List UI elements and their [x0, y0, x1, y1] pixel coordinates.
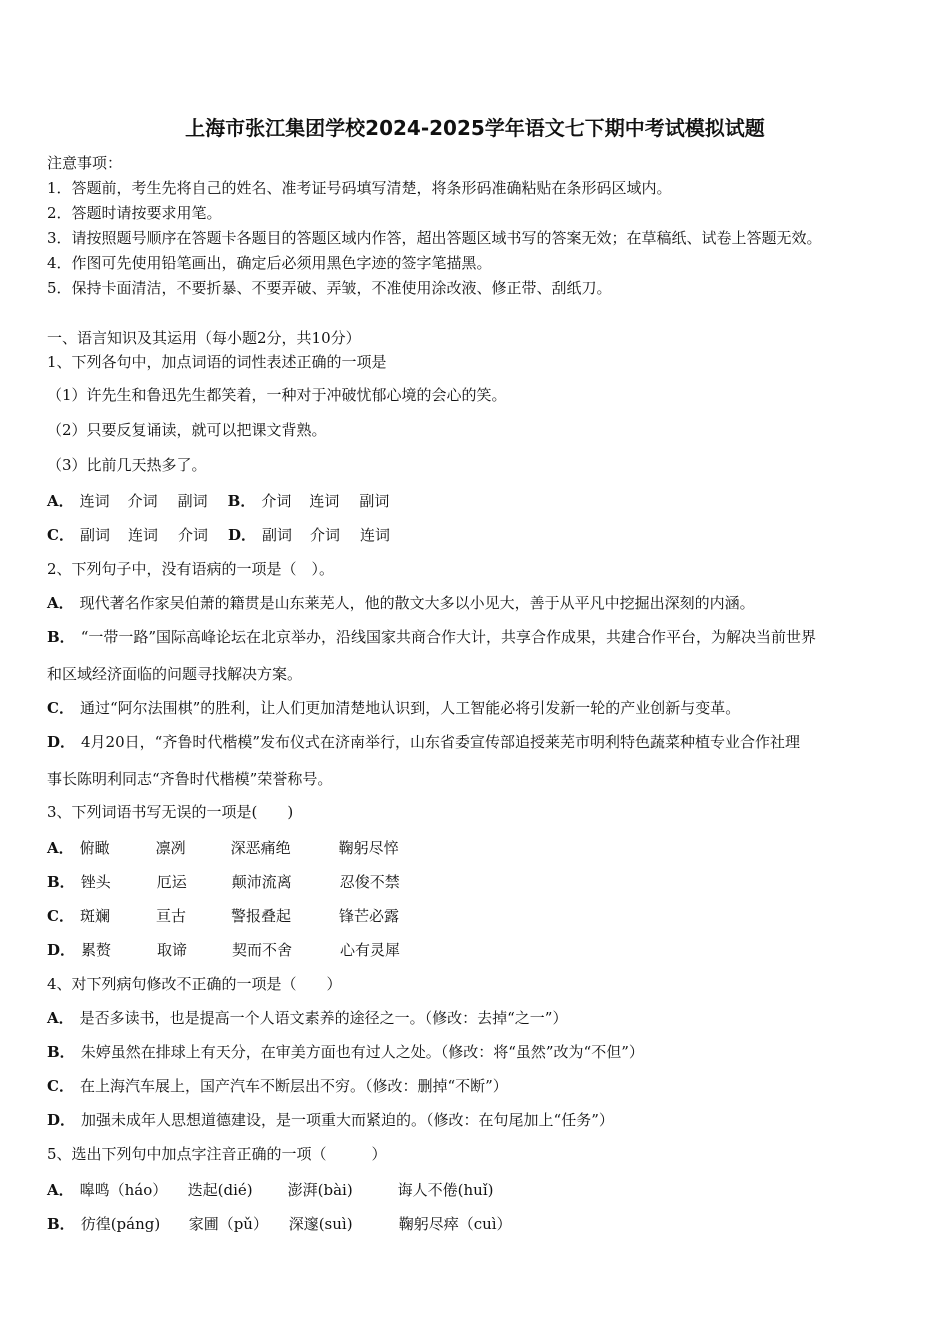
- option-word: 斑斓: [79, 907, 110, 925]
- option-word: 锉头: [80, 873, 111, 891]
- option-word: 累赘: [81, 941, 112, 959]
- q5-stem: 5、选出下列句中加点字注音正确的一项（ ）: [47, 1145, 387, 1163]
- q2-option-d: [47, 733, 800, 751]
- q3-stem: 3、下列词语书写无误的一项是( ): [47, 803, 294, 821]
- q1-stem: 1、下列各句中，加点词语的词性表述正确的一项是: [47, 353, 387, 371]
- option-word: 警报叠起: [230, 907, 291, 925]
- q1-sentence-3: （3）比前几天热多了。: [47, 456, 207, 474]
- option-word: 俯瞰: [79, 839, 110, 857]
- option-word: 澎湃(bài): [287, 1181, 353, 1199]
- notice-item-2: 2．答题时请按要求用笔。: [47, 204, 222, 222]
- option-label: B．: [47, 1043, 75, 1061]
- notice-item-1: 1．答题前，考生先将自己的姓名、准考证号码填写清楚，将条形码准确粘贴在条形码区域内。: [47, 179, 672, 197]
- notice-item-3: 3．请按照题号顺序在答题卡各题目的答题区域内作答，超出答题区域书写的答案无效；在草稿纸、试卷上答题无效。: [47, 229, 822, 247]
- option-label: B．: [47, 1215, 75, 1233]
- option-label: D．: [47, 1111, 76, 1129]
- option-word: 介词: [127, 492, 158, 510]
- option-word: 副词: [359, 492, 390, 510]
- option-text: 通过“阿尔法围棋”的胜利，让人们更加清楚地认识到，人工智能必将引发新一轮的产业创新与变革。: [79, 699, 741, 717]
- option-label: C．: [47, 907, 74, 925]
- q2-option-b: [47, 628, 816, 646]
- option-word: 深恶痛绝: [230, 839, 291, 857]
- option-label: B．: [47, 873, 75, 891]
- option-text: 4月20日，“齐鲁时代楷模”发布仪式在济南举行，山东省委宣传部追授莱芜市明利特色蔬菜种植专业合作社理: [81, 733, 800, 751]
- option-word: 连词: [127, 526, 158, 544]
- q2-option-d-cont: 事长陈明利同志“齐鲁时代楷模”荣誉称号。: [47, 770, 333, 788]
- q2-option-b-cont: 和区域经济面临的问题寻找解决方案。: [47, 665, 303, 683]
- q3-option-d: [47, 941, 400, 959]
- option-word: 鞠躬尽瘁（cuì）: [398, 1215, 512, 1233]
- option-word: 家圃（pǔ）: [188, 1215, 268, 1233]
- option-word: 凛冽: [155, 839, 186, 857]
- option-word: 鞠躬尽悴: [338, 839, 399, 857]
- section-heading: 一、语言知识及其运用（每小题2分，共10分）: [47, 329, 361, 347]
- option-text: “一带一路”国际高峰论坛在北京举办，沿线国家共商合作大计，共享合作成果，共建合作平台，为解决当前世界: [80, 628, 817, 646]
- option-text: 现代著名作家吴伯萧的籍贯是山东莱芜人，他的散文大多以小见大，善于从平凡中挖掘出深刻的内涵。: [79, 594, 755, 612]
- option-label: A．: [47, 839, 74, 857]
- option-text: 朱婷虽然在排球上有天分，在审美方面也有过人之处。（修改：将“虽然”改为“不但”）: [80, 1043, 644, 1061]
- option-word: 诲人不倦(huǐ): [397, 1181, 494, 1199]
- option-label: C．: [47, 526, 74, 544]
- option-word: 彷徨(páng): [80, 1215, 161, 1233]
- q5-option-a: [47, 1181, 493, 1199]
- option-word: 连词: [309, 492, 340, 510]
- page-title: 上海市张江集团学校2024-2025学年语文七下期中考试模拟试题: [185, 116, 765, 140]
- q4-option-c: [47, 1077, 508, 1095]
- option-text: 加强未成年人思想道德建设，是一项重大而紧迫的。（修改：在句尾加上“任务”）: [81, 1111, 614, 1129]
- option-word: 心有灵犀: [340, 941, 401, 959]
- option-word: 取谛: [157, 941, 188, 959]
- option-label: D．: [47, 733, 76, 751]
- q3-option-b: [47, 873, 400, 891]
- q4-stem: 4、对下列病句修改不正确的一项是（ ）: [47, 975, 342, 993]
- notice-heading: 注意事项：: [47, 154, 123, 172]
- option-word: 连词: [79, 492, 110, 510]
- q4-option-b: [47, 1043, 644, 1061]
- option-word: 亘古: [155, 907, 186, 925]
- q1-sentence-1: （1）许先生和鲁迅先生都笑着，一种对于冲破忧郁心境的会心的笑。: [47, 386, 507, 404]
- option-word: 嗥鸣（háo）: [79, 1181, 168, 1199]
- option-word: 厄运: [156, 873, 187, 891]
- q5-option-b: [47, 1215, 512, 1233]
- option-word: 副词: [177, 492, 208, 510]
- option-label: A．: [47, 492, 74, 510]
- q2-stem: 2、下列句子中，没有语病的一项是（ ）。: [47, 560, 335, 578]
- q1-options-row-1: [47, 492, 389, 510]
- option-word: 深邃(suì): [288, 1215, 353, 1233]
- q2-option-a: [47, 594, 755, 612]
- q1-sentence-2: （2）只要反复诵读，就可以把课文背熟。: [47, 421, 327, 439]
- option-label: A．: [47, 1009, 74, 1027]
- option-text: 在上海汽车展上，国产汽车不断层出不穷。（修改：删掉“不断”）: [79, 1077, 508, 1095]
- option-label: D．: [227, 526, 256, 544]
- option-label: C．: [47, 699, 74, 717]
- option-word: 介词: [177, 526, 208, 544]
- option-label: A．: [47, 594, 74, 612]
- notice-item-5: 5．保持卡面清洁，不要折暴、不要弄破、弄皱，不准使用涂改液、修正带、刮纸刀。: [47, 279, 612, 297]
- option-label: A．: [47, 1181, 74, 1199]
- q4-option-a: [47, 1009, 567, 1027]
- q2-option-c: [47, 699, 740, 717]
- option-label: B．: [227, 492, 256, 510]
- q3-option-a: [47, 839, 399, 857]
- option-word: 锋芒必露: [338, 907, 399, 925]
- q1-options-row-2: [47, 526, 390, 544]
- notice-item-4: 4．作图可先使用铅笔画出，确定后必须用黑色字迹的签字笔描黑。: [47, 254, 492, 272]
- option-word: 迭起(dié): [187, 1181, 253, 1199]
- q3-option-c: [47, 907, 399, 925]
- q4-option-d: [47, 1111, 614, 1129]
- option-label: B．: [47, 628, 75, 646]
- option-word: 忍俊不禁: [339, 873, 400, 891]
- option-label: D．: [47, 941, 76, 959]
- option-word: 副词: [79, 526, 110, 544]
- option-label: C．: [47, 1077, 74, 1095]
- option-word: 介词: [261, 492, 292, 510]
- option-word: 契而不舍: [232, 941, 293, 959]
- option-word: 颠沛流离: [231, 873, 292, 891]
- option-word: 连词: [359, 526, 390, 544]
- option-text: 是否多读书，也是提高一个人语文素养的途径之一。（修改：去掉“之一”）: [79, 1009, 568, 1027]
- option-word: 介词: [309, 526, 340, 544]
- option-word: 副词: [261, 526, 292, 544]
